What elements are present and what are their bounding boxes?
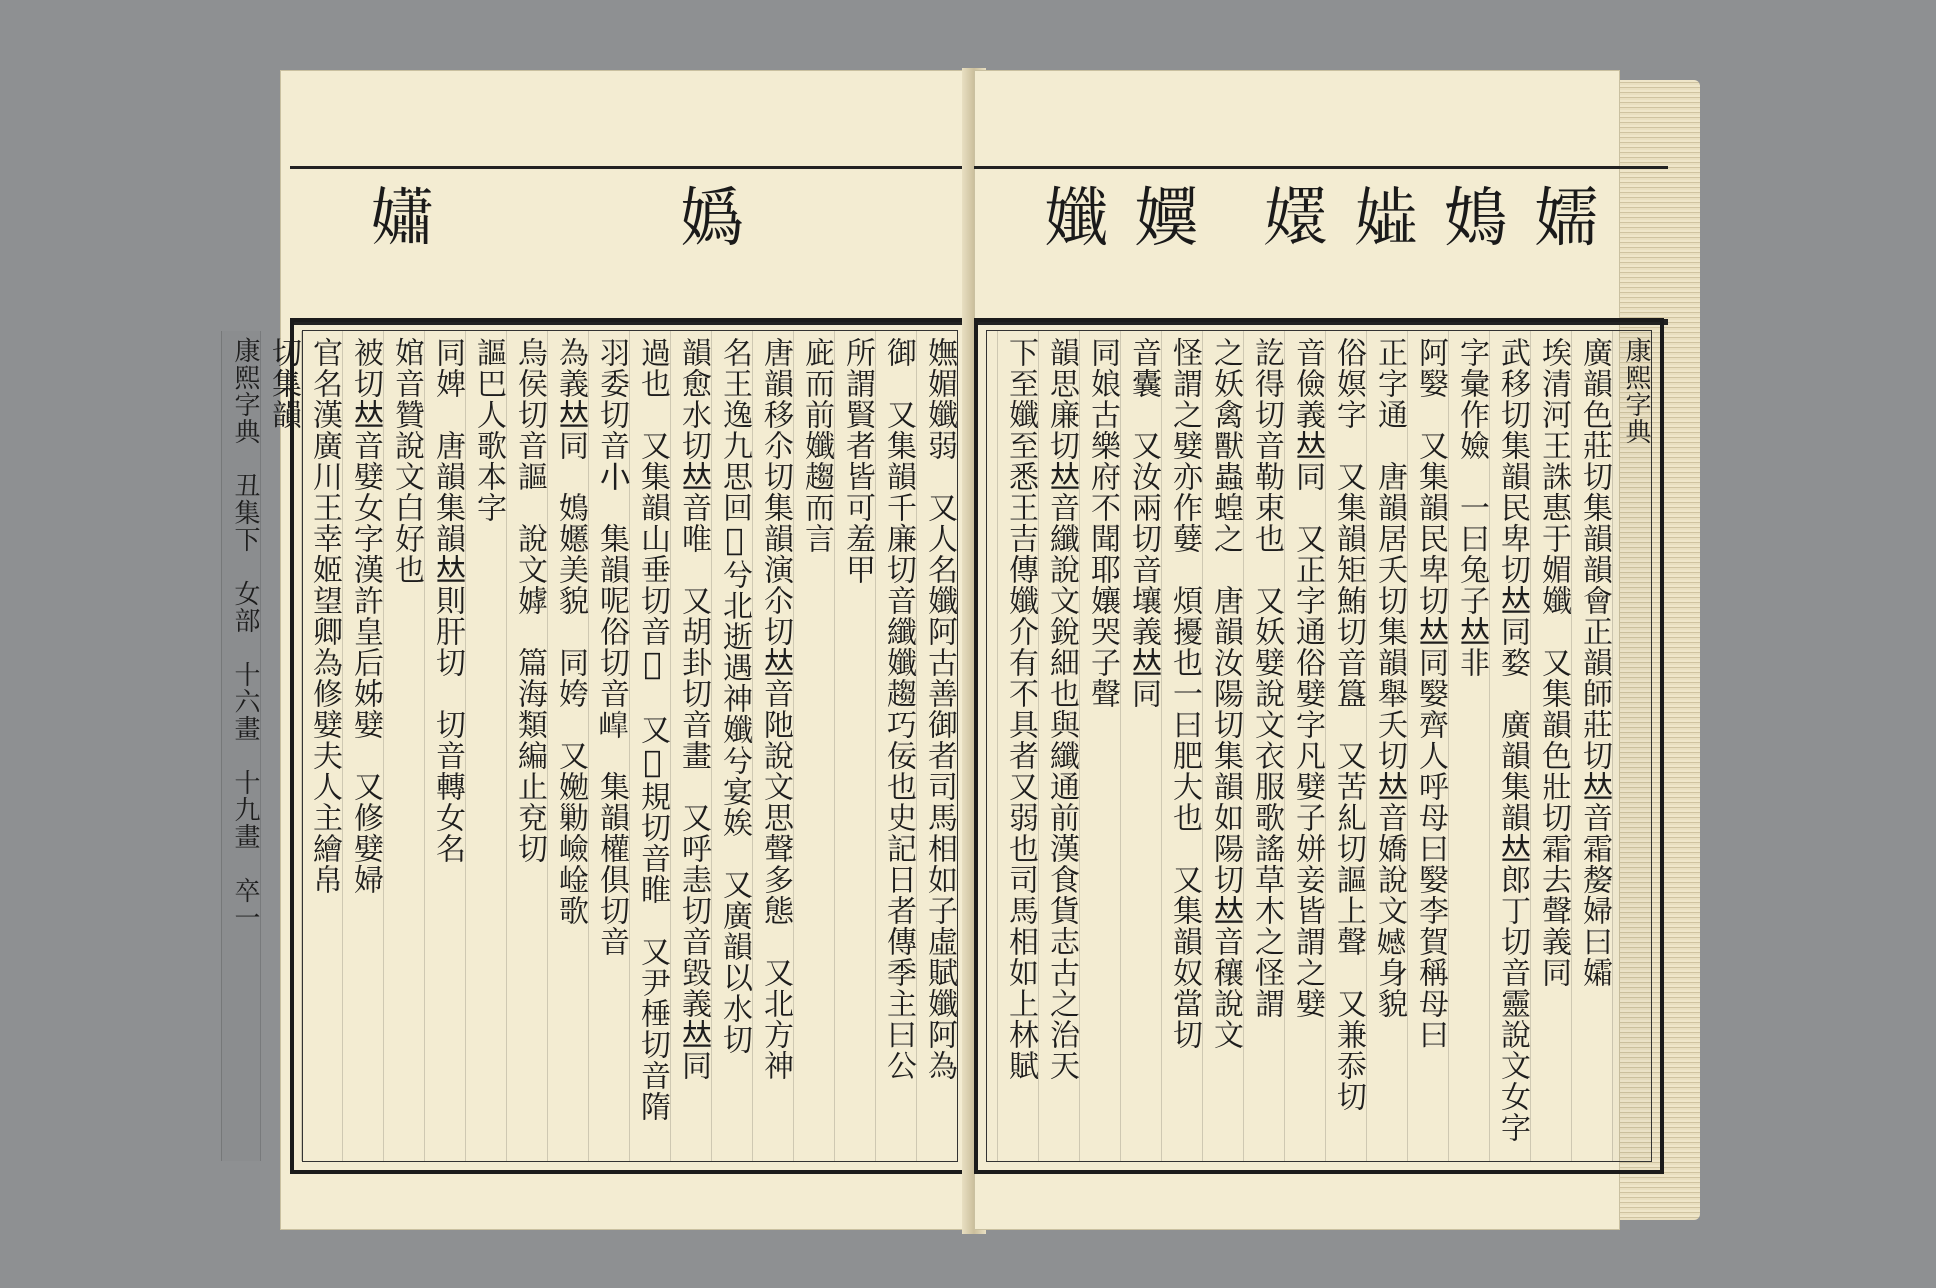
left-text-columns <box>230 330 958 1162</box>
left-header-band <box>290 166 970 325</box>
text-column: 韻愈水切𠀤音唯 又胡卦切音畫 又呼恚切音毀義𠀤同 <box>670 331 711 1161</box>
text-column: 庛而前孅趨而言 <box>793 331 834 1161</box>
text-column: 婠音贊說文白好也 <box>383 331 424 1161</box>
left-seal-2: 嬀 <box>680 182 744 256</box>
text-column: 所謂賢者皆可羞甲 <box>834 331 875 1161</box>
text-column: 羽委切音𡭔 集韻呢俗切音𡼗 集韻權俱切音 <box>588 331 629 1161</box>
text-column: 為義𠀤同 𡡅嬺美貌 同姱 又㛯勦嶮崯歌 <box>547 331 588 1161</box>
text-column: 武移切集韻民卑切𠀤同婺 廣韻集韻𠀤郎丁切音靈說文女字 <box>1489 331 1530 1161</box>
right-seal-2: 𡡅 <box>1444 182 1508 256</box>
right-seal-5: 嬽 <box>1134 182 1198 256</box>
text-column: 怪謂之嬖亦作㜸 煩擾也一曰肥大也 又集韻奴當切 <box>1161 331 1202 1161</box>
text-column: 廣韻色莊切集韻韻會正韻師莊切𠀤音霜嫠婦曰孀 <box>1571 331 1612 1161</box>
open-book <box>230 60 1710 1240</box>
text-column: 名王逸九思回𡙠兮北逝遇神孅兮宴娭 又廣韻以水切 <box>711 331 752 1161</box>
text-column: 之妖禽獸蟲蝗之 唐韻汝陽切集韻如陽切𠀤音穰說文 <box>1202 331 1243 1161</box>
text-column: 訖得切音勒束也 又妖嬖說文衣服歌謠草木之怪謂 <box>1243 331 1284 1161</box>
left-seal-1: 𡣾 <box>370 182 434 256</box>
right-header-band <box>974 166 1668 325</box>
left-text-frame <box>230 318 970 1174</box>
text-column: 官名漢廣川王幸姬望卿為修嬖夫人主繪帛 <box>301 331 342 1161</box>
text-column: 字彙作嬐 一曰兔子𠀤非 <box>1448 331 1489 1161</box>
text-column: 唐韻移尒切集韻演尒切𠀤音阤說文思聲多態 又北方神 <box>752 331 793 1161</box>
text-column: 謳巴人歌本字 <box>465 331 506 1161</box>
right-page <box>974 70 1651 1230</box>
text-column: 韻思廉切𠀤音纖說文銳細也與纖通前漢食貨志古之治天 <box>1038 331 1079 1161</box>
text-column: 御 又集韻千廉切音纖孅趨巧佞也史記日者傳季主曰公 <box>875 331 916 1161</box>
left-page <box>230 70 970 1230</box>
text-column: 下至孅至悉王吉傳孅介有不具者又弱也司馬相如上林賦 <box>997 331 1038 1161</box>
text-column: 烏侯切音謳 說文嫭 篇海類編止兗切 <box>506 331 547 1161</box>
right-seal-1: 嬬 <box>1534 182 1598 256</box>
text-column: 正字通 唐韻居夭切集韻舉夭切𠀤音嬌說文𡢳身貌 <box>1366 331 1407 1161</box>
right-seal-6: 孅 <box>1044 182 1108 256</box>
left-margin-label: 康熙字典 丑集下 女部 十六畫 十九畫 卒一 <box>221 331 260 1161</box>
text-column: 同婢 唐韻集韻𠀤則肝切 切音轉女名 <box>424 331 465 1161</box>
text-column: 埃清河王誅惠于媚孅 又集韻色壯切霜去聲義同 <box>1530 331 1571 1161</box>
right-seal-4: 𡣱 <box>1264 182 1328 256</box>
text-column: 嫵媚孅弱 又人名孅阿古善御者司馬相如子虛賦孅阿為 <box>916 331 957 1161</box>
text-column: 被切𠀤音嬖女字漢許皇后姊嬖 又修嬖婦 <box>342 331 383 1161</box>
right-text-frame <box>974 318 1664 1174</box>
right-seal-3: 𡢋 <box>1354 182 1418 256</box>
text-column: 切集韻 <box>260 331 301 1161</box>
text-column: 同娘古樂府不聞耶孃哭子聲 <box>1079 331 1120 1161</box>
text-column: 俗嫇字 又集韻矩鮪切音簋 又苦糺切謳上聲 又兼忝切 <box>1325 331 1366 1161</box>
text-column: 音儉義𠀤同 又正字通俗嬖字凡嬖子姘妾皆謂之嬖 <box>1284 331 1325 1161</box>
text-column: 過也 又集韻山垂切音𡽹 又𪐍規切音睢 又尹棰切音隋 <box>629 331 670 1161</box>
text-column: 音囊 又汝兩切音壤義𠀤同 <box>1120 331 1161 1161</box>
right-text-columns <box>986 330 1652 1162</box>
text-column: 阿嫛 又集韻民卑切𠀤同嫛齊人呼母曰嫛李賀稱母曰 <box>1407 331 1448 1161</box>
right-margin-label: 康熙字典 <box>1612 331 1651 1161</box>
